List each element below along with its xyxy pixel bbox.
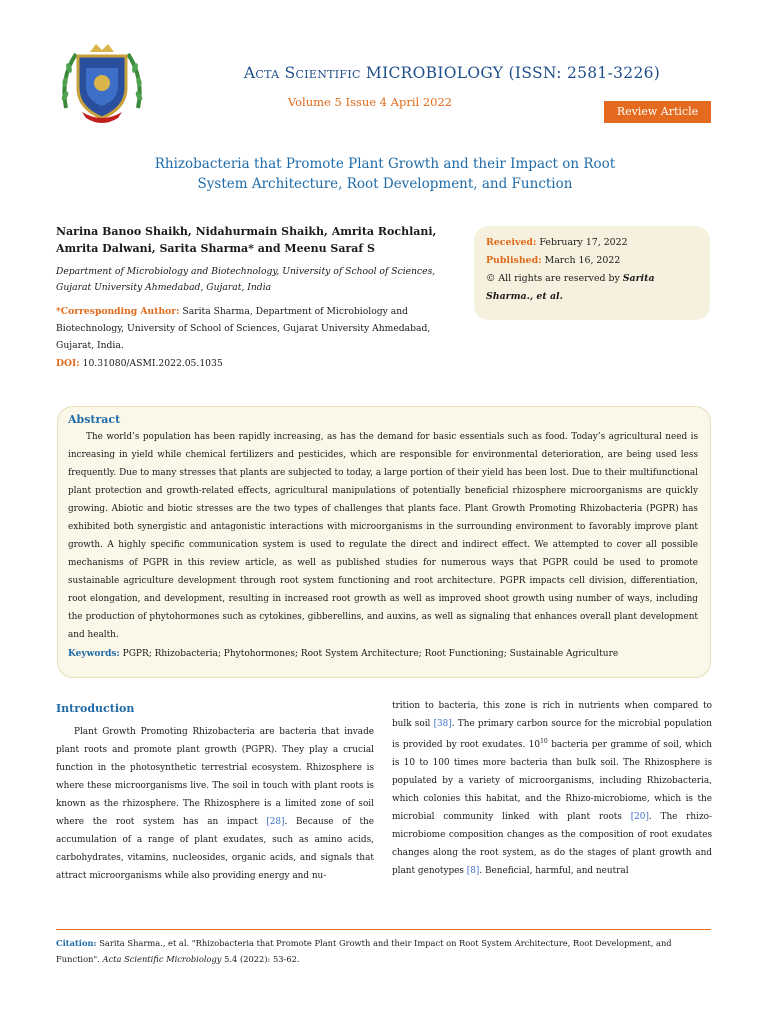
affiliation: Department of Microbiology and Biotechnology, University of School of Sciences, Gujarat University Ahmedabad, Gujarat, India xyxy=(56,266,436,293)
reference-link[interactable]: [8] xyxy=(466,865,480,876)
citation-journal: Acta Scientific Microbiology xyxy=(102,954,222,964)
intro-paragraph-left: Plant Growth Promoting Rhizobacteria are bacteria that invade plant roots and promote plant growth (PGPR). They play a crucial function in the photosynthetic terrestrial ecosystem. Rhizosphere is where these microorganisms live. The soil in touch with plant roots is known as the rhizosphere. The Rhizosphere is a limited zone of soil where the root system has an impact [28]. Because of the accumulation of a range of plant exudates, such as amino acids, carbohydrates, vitamins, nucleosides, organic acids, and signals that attract microorganisms while also providing energy and nu- xyxy=(56,727,374,881)
intro-left-column xyxy=(56,700,374,885)
received-date: February 17, 2022 xyxy=(539,237,628,248)
doi xyxy=(56,358,456,369)
received-label: Received: xyxy=(486,237,537,248)
article-title-line-2: System Architecture, Root Development, and Function xyxy=(197,176,573,192)
corresponding-text: Sarita Sharma, Department of Microbiology and Biotechnology, University of School of Sciences, Gujarat University Ahmedabad, Gujarat, India. xyxy=(56,306,431,351)
abstract-text: The world’s population has been rapidly increasing, as has the demand for basic essentials such as food. Today’s agricultural need is increasing in yield while chemical fertilizers and pesticides, which are responsible for environmental deterioration, are being used less frequently. Due to many stresses that plants are subjected to today, a large portion of their yield has been lost. Due to their multifunctional plant protection and growth-related effects, agricultural manipulations of potentially beneficial rhizosphere microorganisms are quickly growing. Abiotic and biotic stresses are the two types of challenges that plants face. Plant Growth Promoting Rhizobacteria (PGPR) has exhibited both synergistic and antagonistic interactions with microorganisms in the surrounding environment to favorably improve plant growth. A highly specific communication system is used to regulate the direct and indirect effect. We attempted to cover all possible mechanisms of PGPR in this review article, as well as published studies for numerous ways that PGPR could be used to promote sustainable agriculture development through root system functioning and root architecture. PGPR impacts cell division, differentiation, root elongation, and development, resulting in increased root growth as well as improved shoot growth using number of ways, including the production of phytohormones such as cytokines, gibberellins, and auxins, as well as signaling that enhances overall plant development and health. xyxy=(68,432,698,640)
keywords-text: PGPR; Rhizobacteria; Phytohormones; Root System Architecture; Root Functioning; Sustainable Agriculture xyxy=(122,649,619,659)
keywords-label: Keywords: xyxy=(68,649,120,659)
published-date: March 16, 2022 xyxy=(544,255,621,266)
volume-issue: Volume 5 Issue 4 April 2022 xyxy=(287,95,453,109)
article-title-line-1: Rhizobacteria that Promote Plant Growth and their Impact on Root xyxy=(154,156,616,172)
dates-box xyxy=(474,226,710,320)
journal-logo xyxy=(56,38,148,130)
intro-right-column xyxy=(392,697,712,880)
intro-heading: Introduction xyxy=(56,702,135,715)
doi-link[interactable]: 10.31080/ASMI.2022.05.1035 xyxy=(82,358,223,369)
citation: Citation: Sarita Sharma., et al. "Rhizobacteria that Promote Plant Growth and their Impact on Root System Architecture, Root Development, and Function". Acta Scientific Microbiology 5.4 (2022): 53-62. xyxy=(56,938,672,964)
journal-title: Acta Scientific MICROBIOLOGY (ISSN: 2581-3226) xyxy=(243,64,661,82)
keywords xyxy=(68,649,698,659)
published-label: Published: xyxy=(486,255,542,266)
authors: Narina Banoo Shaikh, Nidahurmain Shaikh, Amrita Rochlani, Amrita Dalwani, Sarita Sharma* and Meenu Saraf S xyxy=(56,225,437,255)
abstract-heading: Abstract xyxy=(68,413,121,426)
citation-label: Citation: xyxy=(56,938,97,948)
corresponding-label: *Corresponding Author: xyxy=(56,306,180,317)
article-type-badge: Review Article xyxy=(604,101,711,123)
superscript: 10 xyxy=(540,738,548,745)
rights-text: © All rights are reserved by xyxy=(486,273,620,284)
corresponding-author xyxy=(56,303,456,354)
reference-link[interactable]: [20] xyxy=(630,811,649,822)
reference-link[interactable]: [38] xyxy=(433,719,452,729)
article-title xyxy=(110,154,660,194)
intro-paragraph-right: trition to bacteria, this zone is rich in nutrients when compared to bulk soil [38]. The primary carbon source for the microbial population is provided by root exudates. $10^{10}$ bacteria per gramme of soil, which is 10 to 100 times more bacteria than bulk soil. The Rhizosphere is populated by a variety of microorganisms, including Rhizobacteria, which colonies this habitat, and the Rhizo-microbiome, which is the microbial community linked with plant roots [20]. The rhizo-microbiome composition changes as the composition of root exudates changes along the root system, as do the stages of plant growth and plant genotypes [8]. Beneficial, harmful, and neutral xyxy=(392,701,713,876)
footer-divider xyxy=(56,929,711,930)
reference-link[interactable]: [28] xyxy=(266,817,285,827)
abstract-box xyxy=(57,406,711,678)
rights-author: Sarita Sharma., et al. xyxy=(486,273,655,302)
doi-label: DOI: xyxy=(56,358,80,369)
